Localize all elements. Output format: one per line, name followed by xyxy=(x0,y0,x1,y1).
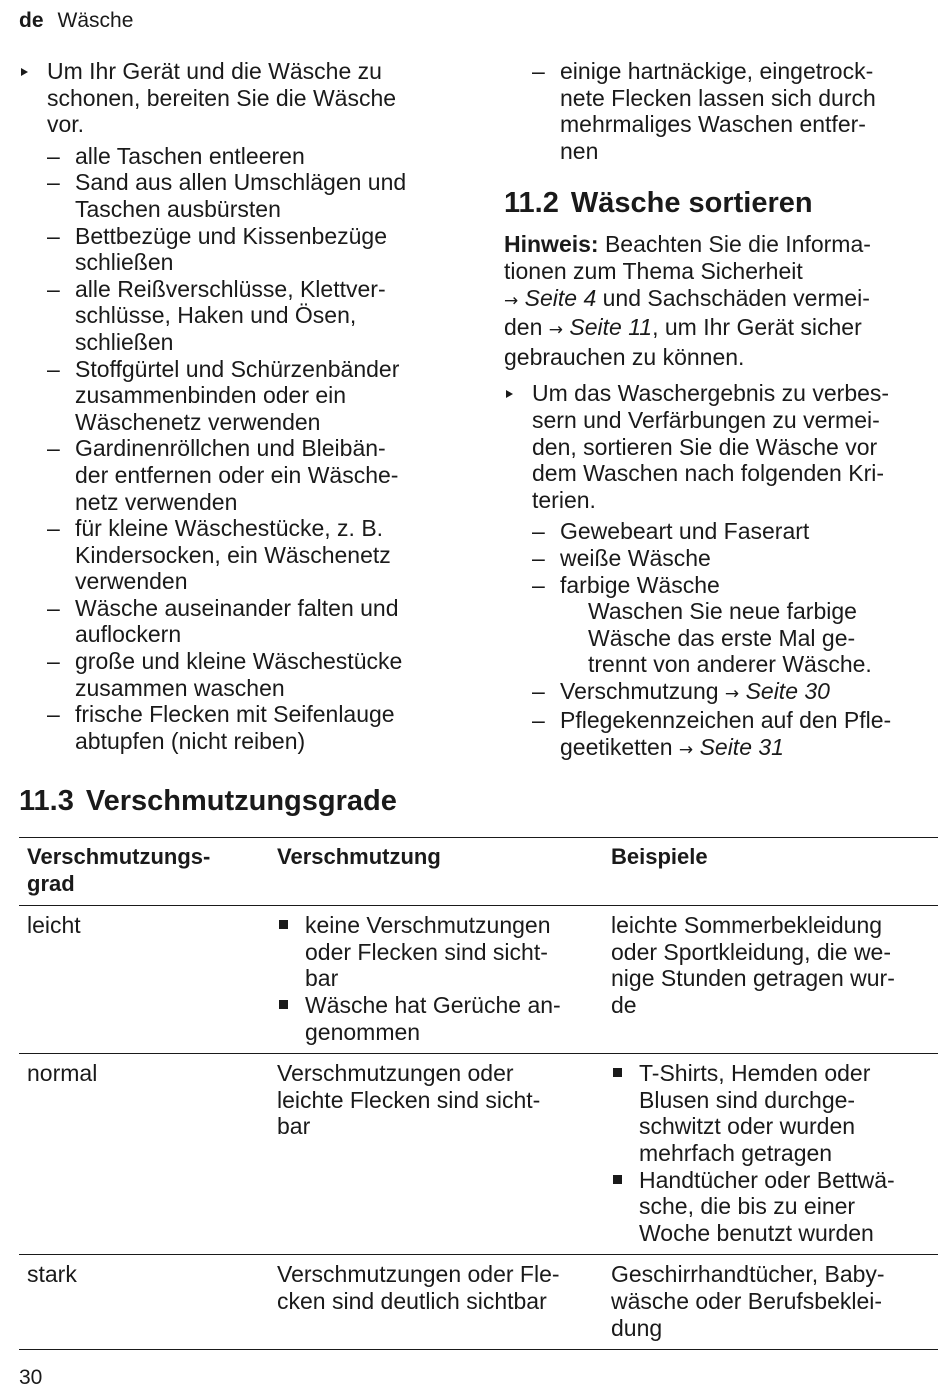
continued-list xyxy=(504,58,934,164)
list-item: – Sand aus allen Umschlägen und Taschen ausbürsten xyxy=(47,169,407,222)
list-item: – alle Taschen entleeren xyxy=(47,142,305,169)
list-item: – alle Reißverschlüsse, Klettver- schlüsse, Haken und Ösen, schließen xyxy=(47,275,386,355)
table-cell: normal xyxy=(27,1060,98,1087)
list-item: – weiße Wäsche xyxy=(532,544,711,571)
list-item: – Gardinenröllchen und Bleibän- der entfernen oder ein Wäsche- netz verwenden xyxy=(47,435,399,515)
list-item: – einige hartnäckige, eingetrock- nete Flecken lassen sich durch mehrmaliges Waschen entfer- nen xyxy=(532,58,876,164)
hint-label: Hinweis: xyxy=(504,231,599,258)
dash-marker: – xyxy=(47,515,60,542)
list-item: – Gewebeart und Faserart xyxy=(532,518,810,545)
dash-marker: – xyxy=(532,677,545,704)
arrow-icon: → xyxy=(724,683,740,704)
dash-marker: – xyxy=(532,707,545,734)
table-row xyxy=(19,1054,938,1255)
list-item: keine Verschmutzungen oder Flecken sind sicht- bar xyxy=(277,912,595,992)
arrow-icon: → xyxy=(548,320,564,341)
language-code: de xyxy=(19,9,44,32)
sorting-criteria-list xyxy=(504,518,934,763)
dash-marker: – xyxy=(532,518,545,545)
dash-marker: – xyxy=(47,594,60,621)
page-number: 30 xyxy=(19,1366,43,1389)
table-cell xyxy=(269,906,603,1054)
table-cell: Geschirrhandtücher, Baby- wäsche oder Berufsbeklei- dung xyxy=(611,1261,885,1341)
list-item: T-Shirts, Hemden oder Blusen sind durchge- schwitzt oder wurden mehrfach getragen xyxy=(611,1060,930,1166)
dash-marker: – xyxy=(47,169,60,196)
table-row xyxy=(19,1255,938,1350)
list-item: – farbige Wäsche xyxy=(532,571,720,598)
instruction-prepare: Um Ihr Gerät und die Wäsche zu schonen, bereiten Sie die Wäsche vor. xyxy=(19,58,469,138)
table-cell: stark xyxy=(27,1261,77,1288)
right-column xyxy=(504,58,934,764)
dash-marker: – xyxy=(532,58,545,84)
list-item: – frische Flecken mit Seifenlauge abtupfen (nicht reiben) xyxy=(47,701,395,754)
page-header xyxy=(19,9,133,33)
table-header-row xyxy=(19,838,938,906)
list-item: – Stoffgürtel und Schürzenbänder zusammenbinden oder ein Wäschenetz verwenden xyxy=(47,355,400,435)
list-item: – große und kleine Wäschestücke zusammen waschen xyxy=(47,648,403,701)
criteria-note: Waschen Sie neue farbige Wäsche das erste Mal ge- trennt von anderer Wäsche. xyxy=(588,598,872,678)
dash-marker: – xyxy=(47,648,60,675)
column-header: Verschmutzungs- grad xyxy=(27,844,211,896)
list-item: – Wäsche auseinander falten und auflockern xyxy=(47,594,399,648)
list-item: Handtücher oder Bettwä- sche, die bis zu einer Woche benutzt wurden xyxy=(611,1167,930,1247)
list-item: – für kleine Wäschestücke, z. B. Kindersocken, ein Wäschenetz verwenden xyxy=(47,515,391,595)
section-heading-11-2: 11.2 Wäsche sortieren xyxy=(504,187,813,220)
column-header: Verschmutzung xyxy=(277,844,441,869)
table-cell: Verschmutzungen oder Fle- cken sind deutlich sichtbar xyxy=(277,1261,560,1314)
dash-marker: – xyxy=(532,544,545,571)
dash-marker: – xyxy=(47,701,60,728)
page-reference-link[interactable]: Seite 30 xyxy=(745,677,830,704)
column-header: Beispiele xyxy=(611,844,708,869)
dash-marker: – xyxy=(532,571,545,598)
list-item: Wäsche hat Gerüche an- genommen xyxy=(277,992,595,1045)
page-reference-link[interactable]: Seite 31 xyxy=(699,734,784,761)
list-item: – Verschmutzung → Seite 30 xyxy=(532,677,830,704)
dash-marker: – xyxy=(47,142,60,169)
section-label: Wäsche xyxy=(57,9,134,32)
list-item: – Bettbezüge und Kissenbezüge schließen xyxy=(47,222,388,276)
preparation-list xyxy=(19,143,469,755)
arrow-icon: → xyxy=(678,740,694,761)
arrow-icon: → xyxy=(504,290,519,311)
dash-marker: – xyxy=(47,435,60,462)
page-reference-link[interactable]: Seite 11 xyxy=(569,314,653,341)
table-cell: leicht xyxy=(27,912,81,939)
table-cell: Verschmutzungen oder leichte Flecken sind sicht- bar xyxy=(277,1060,541,1140)
table-cell: leichte Sommerbekleidung oder Sportkleidung, die we- nige Stunden getragen wur- de xyxy=(611,912,895,1018)
table-cell xyxy=(603,1054,938,1255)
hint-block: Hinweis: Beachten Sie die Informa- tionen zum Thema Sicherheit → Seite 4 und Sachschäden vermei- den → Seite 11, um Ihr Gerät sicher gebrauchen zu können. xyxy=(504,231,871,370)
soiling-levels-table xyxy=(19,837,938,1350)
list-item: – Pflegekennzeichen auf den Pfle- geetiketten → Seite 31 xyxy=(532,707,892,761)
dash-marker: – xyxy=(47,275,60,302)
dash-marker: – xyxy=(47,355,60,382)
dash-marker: – xyxy=(47,222,60,249)
section-heading-11-3: 11.3 Verschmutzungsgrade xyxy=(19,785,397,817)
instruction-sort: Um das Waschergebnis zu verbes- sern und Verfärbungen zu vermei- den, sortieren Sie die Wäsche vor dem Waschen nach folgenden Kri- terien. xyxy=(504,380,934,513)
left-column xyxy=(19,58,469,754)
table-row xyxy=(19,906,938,1054)
page-reference-link[interactable]: Seite 4 xyxy=(524,284,597,311)
